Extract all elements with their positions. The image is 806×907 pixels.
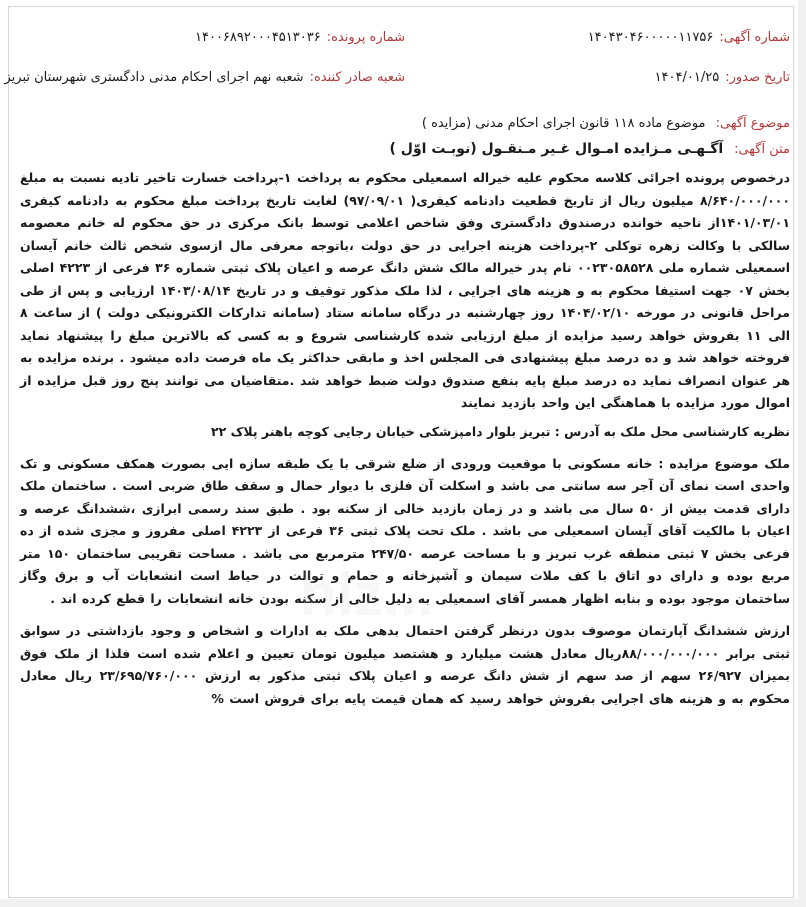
vertical-scrollbar[interactable] (798, 0, 806, 907)
issue-date-value: ۱۴۰۴/۰۱/۲۵ (654, 70, 720, 85)
paragraph-valuation: ارزش ششدانگ آپارتمان موصوف بدون درنظر گرفتن احتمال بدهی ملک به ادارات و اشخاص و وجود بازداشتی در سوابق ثبتی برابر ۸۸/۰۰۰/۰۰۰/۰۰۰ریال معادل هشت میلیارد و هشتصد میلیون تومان تعیین و اعلام شده است فلذا از ملک فوق بمیزان ۲۶/۹۲۷ سهم از صد سهم از شش دانگ عرصه و اعیان پلاک ثبتی مذکور به ارزش ۲۳/۶۹۵/۷۶۰/۰۰۰ ریال معادل محکوم به و هزینه های اجرایی بفروش خواهد رسید که همان قیمت پایه برای فروش است % (20, 623, 790, 706)
paragraph-property-description: ملک موضوع مزایده : خانه مسکونی با موقعیت ورودی از ضلع شرقی با یک طبقه سازه ایی بصورت همکف مسکونی و تک واحدی است نمای آن آجر سه سانتی می باشد و اسکلت آن فلزی با دیوار حمال و سقف طاق ضربی است . ساختمان ملک دارای قدمت بیش از ۵۰ سال می باشد و در زمان بازدید خالی از سکنه بود . طبق سند رسمی ابرازی ،ششدانگ عرصه و اعیان با مالکیت آقای آیسان اسمعیلی می باشد . ملک تحت پلاک ثبتی ۳۶ فرعی از ۴۲۲۳ اصلی مفروز و مجزی شده از ده فرعی بخش ۷ ثبتی منطقه غرب تبریز و با مساحت عرصه ۲۴۷/۵۰ مترمربع می باشد . مساحت تقریبی ساختمان ۱۵۰ متر مربع بوده و دارای دو اتاق با کف ملات سیمان و آشپزخانه و حمام و توالت در حیاط است انشعابات آب و برق وگاز ساختمان موجود بوده و بنابه اظهار همسر آقای اسمعیلی به دلیل خالی از سکنه بودن خانه انشعابات را قطع کرده اند . (20, 455, 791, 606)
horizontal-scrollbar[interactable] (0, 899, 806, 907)
watermark: hiz... (300, 561, 434, 628)
ad-number-field (405, 30, 790, 70)
issuer-label: شعبه صادر کننده: (309, 70, 405, 85)
case-number-label: شماره پرونده: (326, 30, 405, 45)
case-number-field (20, 30, 405, 70)
issuer-value: شعبه نهم اجرای احکام مدنی دادگستری شهرستان تبریز (4, 70, 304, 85)
paragraph-address: نظریه کارشناسی محل ملک به آدرس : تبریز بلوار دامپزشکی خیابان رجایی کوچه باهنر پلاک ۲۲ (210, 423, 790, 439)
subject-value: موضوع ماده ۱۱۸ قانون اجرای احکام مدنی (مزایده ) (421, 116, 706, 131)
case-number-value: ۱۴۰۰۶۸۹۲۰۰۰۴۵۱۳۰۳۶ (195, 30, 321, 45)
text-title: آگـهـی مـزایده امـوال غـیر مـنقـول (نوبـت اوّل ) (389, 141, 724, 157)
notice-page (4, 30, 791, 710)
ad-number-value: ۱۴۰۴۳۰۴۶۰۰۰۰۰۱۱۷۵۶ (587, 30, 714, 45)
paragraph-case-details: درخصوص پرونده اجرائی کلاسه محکوم علیه خیراله اسمعیلی محکوم به پرداخت ۱-پرداخت خسارت تاخیر تادیه نسبت به مبلغ ۸/۶۴۰/۰۰۰/۰۰۰ میلیون ریال از تاریخ قطعیت دادنامه کیفری( ۹۷/۰۹/۰۱) لغایت تاریخ پرداخت مبلغ محکوم به دادنامه کیفری ۱۴۰۱/۰۳/۰۱از ناحیه خوانده درصندوق دادگستری وفق شاخص اعلامی توسط بانک مرکزی در حق محکوم له خانم معصومه سالکی با وکالت زهره توکلی ۲-پرداخت هزینه اجرایی در حق دولت ،باتوجه معرفی مال ازسوی شخص ثالث خانم آیسان اسمعیلی شماره ملی ۰۰۲۳۰۵۸۵۲۸ نام پدر خیراله مالک شش دانگ عرصه و اعیان پلاک ثبتی شماره ۳۶ فرعی از ۴۲۲۳ اصلی بخش ۰۷ جهت استیفا محکوم به و هزینه های اجرایی ، لذا ملک مذکور توقیف و در تاریخ ۱۴۰۳/۰۸/۱۴ ارزیابی و پس از طی مراحل قانونی در مورخه ۱۴۰۴/۰۲/۱۰ روز چهارشنبه در درگاه سامانه ستاد (سامانه تدارکات الکترونیکی دولت ) از ساعت ۸ الی ۱۱ بفروش خواهد رسید مزایده از مبلغ ارزیابی شده کارشناسی شروع و به کسی که بالاترین مبلغ را پیشنهاد نماید فروخته خواهد شد و ده درصد مبلغ پیشنهادی فی المجلس اخذ و مابقی حداکثر یک ماه فرصت داده میشود . برنده مزایده به هر عنوان انصراف نماید ده درصد مبلغ پایه بنفع صندوق دولت ضبط خواهد شد .متقاضیان می توانند پنج روز قبل مزایده از اموال مورد مزایده با هماهنگی این واحد بازدید نمایند (20, 170, 791, 410)
text-header-row (20, 141, 790, 157)
subject-row (20, 116, 790, 131)
meta-row-1 (20, 30, 790, 70)
meta-row-2 (4, 70, 790, 110)
text-label: متن آگهی: (734, 142, 790, 157)
issue-date-label: تاریخ صدور: (725, 70, 790, 85)
ad-number-label: شماره آگهی: (719, 30, 790, 45)
issuer-field (4, 70, 405, 110)
issue-date-field (405, 70, 790, 110)
subject-label: موضوع آگهی: (715, 116, 790, 131)
